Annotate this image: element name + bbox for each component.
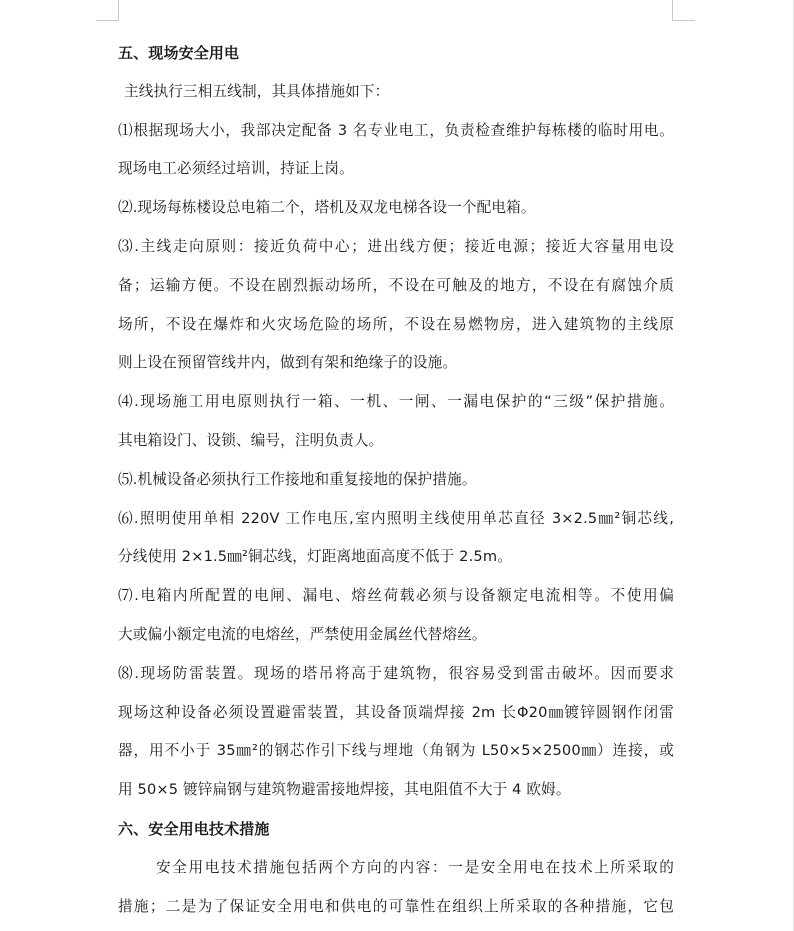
paragraph-line: 安全用电技术措施包括两个方向的内容：一是安全用电在技术上所采取的 (156, 858, 674, 876)
paragraph-line: ⑵.现场每栋楼设总电箱二个，塔机及双龙电梯各设一个配电箱。 (118, 199, 536, 217)
top-right-crop-mark (672, 0, 695, 21)
paragraph-line: ⑻.现场防雷装置。现场的塔吊将高于建筑物，很容易受到雷击破坏。因而要求 (118, 664, 674, 682)
document-body (118, 34, 674, 926)
paragraph-line: ⑶.主线走向原则：接近负荷中心；进出线方便；接近电源；接近大容量用电设 (118, 237, 674, 255)
paragraph-line: 则上设在预留管线井内，做到有架和绝缘子的设施。 (118, 354, 458, 372)
paragraph-line: 用 50×5 镀锌扁钢与建筑物避雷接地焊接，其电阻值不大于 4 欧姆。 (118, 781, 571, 799)
paragraph-line: 措施；二是为了保证安全用电和供电的可靠性在组织上所采取的各种措施，它包 (118, 897, 674, 915)
section-5-heading: 五、现场安全用电 (118, 44, 240, 62)
paragraph-line: ⑺.电箱内所配置的电闸、漏电、熔丝荷载必须与设备额定电流相等。不使用偏 (118, 587, 674, 605)
section-6-heading: 六、安全用电技术措施 (118, 819, 270, 838)
paragraph-line: 现场这种设备必须设置避雷装置，其设备顶端焊接 2m 长Φ20㎜镀锌圆钢作闭雷 (118, 703, 674, 721)
paragraph-line: ⑴根据现场大小，我部决定配备 3 名专业电工，负责检查维护每栋楼的临时用电。 (118, 121, 674, 139)
paragraph-line: 主线执行三相五线制，其具体措施如下： (124, 82, 390, 100)
paragraph-line: 现场电工必须经过培训，持证上岗。 (118, 160, 354, 178)
paragraph-line: 场所，不设在爆炸和火灾场危险的场所，不设在易燃物房，进入建筑物的主线原 (118, 315, 674, 333)
top-left-crop-mark (96, 0, 119, 21)
paragraph-line: ⑸.机械设备必须执行工作接地和重复接地的保护措施。 (118, 470, 477, 488)
paragraph-line: 器，用不小于 35㎜²的钢芯作引下线与埋地（角钢为 L50×5×2500㎜）连接，或 (118, 742, 674, 760)
paragraph-line: 分线使用 2×1.5㎜²铜芯线，灯距离地面高度不低于 2.5m。 (118, 548, 512, 566)
paragraph-line: ⑹.照明使用单相 220V 工作电压,室内照明主线使用单芯直径 3×2.5㎜²铜芯线, (118, 509, 674, 527)
paragraph-line: 其电箱设门、设锁、编号，注明负责人。 (118, 431, 384, 449)
paragraph-line: 大或偏小额定电流的电熔丝，严禁使用金属丝代替熔丝。 (118, 625, 487, 643)
paragraph-line: 备；运输方便。不设在剧烈振动场所，不设在可触及的地方，不设在有腐蚀介质 (118, 276, 674, 294)
paragraph-line: ⑷.现场施工用电原则执行一箱、一机、一闸、一漏电保护的“三级”保护措施。 (118, 393, 674, 411)
